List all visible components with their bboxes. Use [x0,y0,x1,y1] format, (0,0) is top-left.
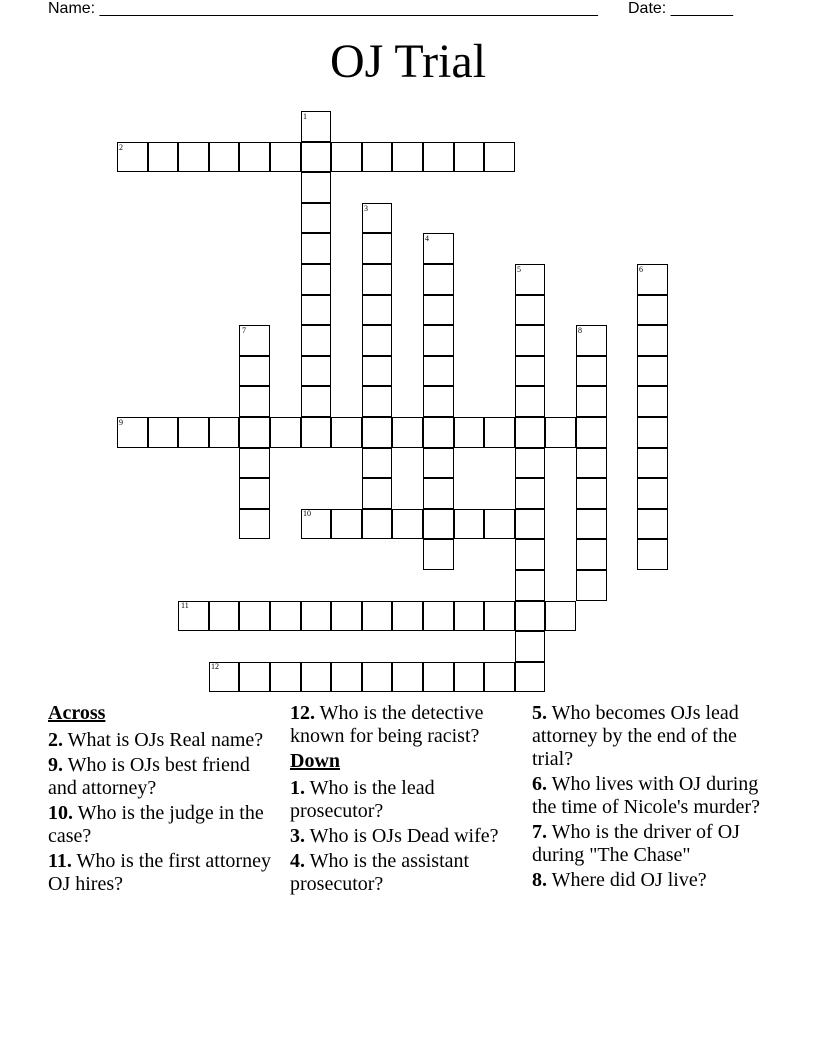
grid-cell[interactable] [301,662,332,693]
grid-cell[interactable] [637,386,668,417]
grid-cell[interactable] [270,662,301,693]
clue-number-9: 9 [119,418,123,427]
clue-number-10: 10 [303,509,311,518]
grid-cell[interactable] [362,264,393,295]
grid-cell[interactable] [331,509,362,540]
grid-cell[interactable] [301,203,332,234]
grid-cell[interactable] [454,662,485,693]
grid-cell[interactable] [117,142,148,173]
grid-cell[interactable] [576,417,607,448]
grid-cell[interactable] [239,662,270,693]
grid-cell[interactable] [637,509,668,540]
clue-text: Who is the lead prosecutor? [290,777,435,822]
down-clue [290,825,522,848]
clue-number-6: 6 [639,265,643,274]
grid-cell[interactable] [148,417,179,448]
grid-cell[interactable] [515,264,546,295]
clues-column-1 [48,702,278,898]
grid-cell[interactable] [515,417,546,448]
clue-number-4: 4 [425,234,429,243]
grid-cell[interactable] [362,233,393,264]
grid-cell[interactable] [392,601,423,632]
clue-number-11: 11 [181,601,189,610]
grid-cell[interactable] [301,172,332,203]
grid-cell[interactable] [362,478,393,509]
clue-text: Who becomes OJs lead attorney by the end of the trial? [532,702,739,770]
grid-cell[interactable] [239,325,270,356]
clue-num: 11. [48,850,72,872]
grid-cell[interactable] [515,631,546,662]
grid-cell[interactable] [392,417,423,448]
down-heading: Down [290,750,341,772]
grid-cell[interactable] [178,601,209,632]
clue-text: What is OJs Real name? [67,729,264,751]
grid-cell[interactable] [576,539,607,570]
clue-number-1: 1 [303,112,307,121]
grid-cell[interactable] [454,601,485,632]
down-clue [290,777,522,823]
grid-cell[interactable] [576,386,607,417]
grid-cell[interactable] [637,448,668,479]
grid-cell[interactable] [637,478,668,509]
grid-cell[interactable] [576,570,607,601]
across-clue [48,729,278,752]
grid-cell[interactable] [301,295,332,326]
clue-number-2: 2 [119,143,123,152]
clue-number-5: 5 [517,265,521,274]
grid-cell[interactable] [392,509,423,540]
grid-cell[interactable] [515,662,546,693]
grid-cell[interactable] [515,356,546,387]
clue-number-3: 3 [364,204,368,213]
grid-cell[interactable] [239,417,270,448]
across-clue [48,850,278,896]
grid-cell[interactable] [362,662,393,693]
clue-num: 4. [290,850,305,872]
grid-cell[interactable] [362,601,393,632]
clue-num: 6. [532,773,547,795]
grid-cell[interactable] [423,295,454,326]
clue-text: Who is the first attorney OJ hires? [48,850,271,895]
clue-num: 3. [290,825,305,847]
grid-cell[interactable] [576,478,607,509]
grid-cell[interactable] [362,356,393,387]
grid-cell[interactable] [576,509,607,540]
grid-cell[interactable] [423,601,454,632]
grid-cell[interactable] [301,601,332,632]
grid-cell[interactable] [515,386,546,417]
clue-num: 7. [532,821,547,843]
grid-cell[interactable] [423,417,454,448]
grid-cell[interactable] [301,264,332,295]
grid-cell[interactable] [423,386,454,417]
clue-text: Who is the detective known for being racist? [290,702,484,747]
grid-cell[interactable] [301,386,332,417]
grid-cell[interactable] [515,325,546,356]
clue-num: 5. [532,702,547,724]
grid-cell[interactable] [239,386,270,417]
clue-number-8: 8 [578,326,582,335]
clue-text: Who is the assistant prosecutor? [290,850,470,895]
grid-cell[interactable] [637,264,668,295]
grid-cell[interactable] [423,325,454,356]
down-clue [532,702,772,771]
clue-text: Who is the driver of OJ during "The Chase" [532,821,740,866]
grid-cell[interactable] [362,509,393,540]
down-clue [290,850,522,896]
grid-cell[interactable] [484,601,515,632]
grid-cell[interactable] [545,601,576,632]
grid-cell[interactable] [423,478,454,509]
grid-cell[interactable] [484,417,515,448]
grid-cell[interactable] [545,417,576,448]
grid-cell[interactable] [239,448,270,479]
grid-cell[interactable] [270,142,301,173]
clue-text: Where did OJ live? [551,869,707,891]
grid-cell[interactable] [301,111,332,142]
across-clue [48,754,278,800]
clue-number-7: 7 [242,326,246,335]
grid-cell[interactable] [270,601,301,632]
clue-text: Who lives with OJ during the time of Nicole's murder? [532,773,760,818]
grid-cell[interactable] [637,295,668,326]
grid-cell[interactable] [301,356,332,387]
clue-num: 9. [48,754,63,776]
grid-cell[interactable] [423,356,454,387]
grid-cell[interactable] [515,601,546,632]
grid-cell[interactable] [239,478,270,509]
grid-cell[interactable] [423,264,454,295]
across-heading: Across [48,702,106,724]
grid-cell[interactable] [484,142,515,173]
grid-cell[interactable] [484,662,515,693]
grid-cell[interactable] [209,142,240,173]
grid-cell[interactable] [301,142,332,173]
grid-cell[interactable] [362,203,393,234]
grid-cell[interactable] [362,325,393,356]
grid-cell[interactable] [148,142,179,173]
grid-cell[interactable] [301,325,332,356]
grid-cell[interactable] [209,662,240,693]
clues-column-2 [290,702,522,898]
grid-cell[interactable] [331,662,362,693]
grid-cell[interactable] [515,448,546,479]
clue-text: Who is the judge in the case? [48,802,264,847]
grid-cell[interactable] [576,325,607,356]
grid-cell[interactable] [392,142,423,173]
grid-cell[interactable] [515,478,546,509]
grid-cell[interactable] [423,539,454,570]
grid-cell[interactable] [515,570,546,601]
clue-num: 2. [48,729,63,751]
grid-cell[interactable] [423,448,454,479]
grid-cell[interactable] [239,601,270,632]
grid-cell[interactable] [117,417,148,448]
grid-cell[interactable] [178,417,209,448]
grid-cell[interactable] [362,142,393,173]
grid-cell[interactable] [209,417,240,448]
grid-cell[interactable] [362,448,393,479]
grid-cell[interactable] [454,509,485,540]
clue-num: 8. [532,869,547,891]
grid-cell[interactable] [362,386,393,417]
clue-number-12: 12 [211,662,219,671]
grid-cell[interactable] [301,509,332,540]
grid-cell[interactable] [515,539,546,570]
grid-cell[interactable] [209,601,240,632]
down-clue [532,821,772,867]
grid-cell[interactable] [423,509,454,540]
page-title: OJ Trial [329,35,487,88]
grid-cell[interactable] [423,142,454,173]
grid-cell[interactable] [484,509,515,540]
grid-cell[interactable] [331,601,362,632]
grid-cell[interactable] [178,142,209,173]
grid-cell[interactable] [637,356,668,387]
name-field-label[interactable]: Name: ________________________________________________________ [48,0,598,17]
grid-cell[interactable] [392,662,423,693]
grid-cell[interactable] [576,448,607,479]
grid-cell[interactable] [239,142,270,173]
grid-cell[interactable] [270,417,301,448]
date-field-label[interactable]: Date: _______ [628,0,733,17]
grid-cell[interactable] [362,295,393,326]
grid-cell[interactable] [301,417,332,448]
clue-num: 12. [290,702,315,724]
grid-cell[interactable] [515,509,546,540]
grid-cell[interactable] [331,417,362,448]
grid-cell[interactable] [239,509,270,540]
grid-cell[interactable] [239,356,270,387]
down-clue [532,773,772,819]
grid-cell[interactable] [362,417,393,448]
clue-text: Who is OJs Dead wife? [309,825,499,847]
down-clue [532,869,772,892]
clue-text: Who is OJs best friend and attorney? [48,754,250,799]
grid-cell[interactable] [301,233,332,264]
grid-cell[interactable] [637,539,668,570]
grid-cell[interactable] [331,142,362,173]
clues-column-3 [532,702,772,894]
grid-cell[interactable] [576,356,607,387]
grid-cell[interactable] [423,233,454,264]
grid-cell[interactable] [454,142,485,173]
clue-num: 1. [290,777,305,799]
grid-cell[interactable] [515,295,546,326]
grid-cell[interactable] [454,417,485,448]
grid-cell[interactable] [637,325,668,356]
grid-cell[interactable] [423,662,454,693]
across-clue [290,702,522,748]
across-clue [48,802,278,848]
clue-num: 10. [48,802,73,824]
grid-cell[interactable] [637,417,668,448]
